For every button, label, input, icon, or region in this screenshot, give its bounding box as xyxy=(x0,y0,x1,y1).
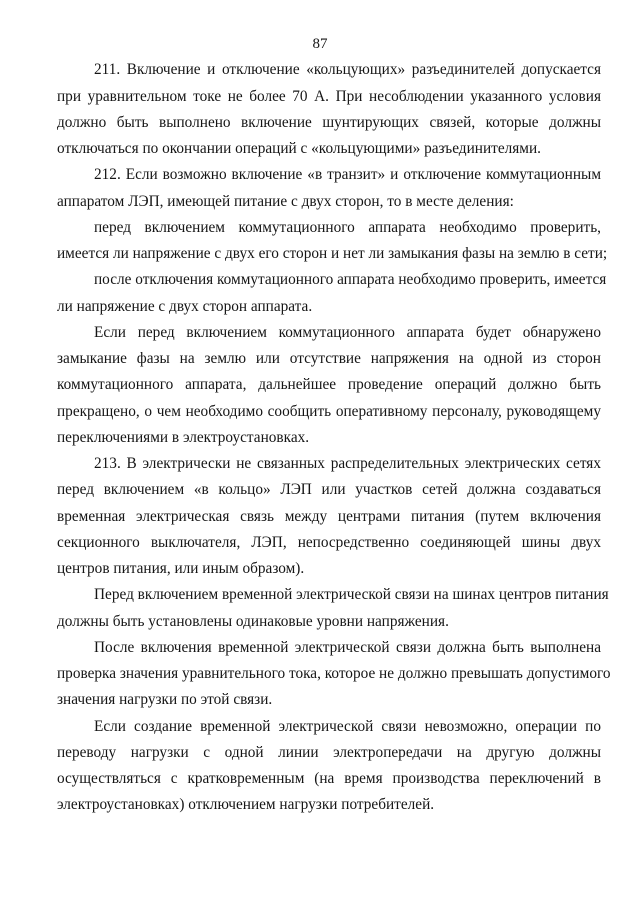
text-line: секционного выключателя, ЛЭП, непосредственно соединяющей шины двух xyxy=(57,534,601,551)
text-line: осуществляться с кратковременным (на время производства переключений в xyxy=(57,770,601,787)
text-line: значения нагрузки по этой связи. xyxy=(57,691,273,708)
text-line: отключаться по окончании операций с «кольцующими» разъединителями. xyxy=(57,140,541,157)
text-line: после отключения коммутационного аппарата необходимо проверить, имеется xyxy=(94,271,607,288)
text-line: 213. В электрически не связанных распределительных электрических сетях xyxy=(94,455,601,472)
text-line: Если перед включением коммутационного аппарата будет обнаружено xyxy=(94,324,601,341)
text-line: временная электрическая связь между центрами питания (путем включения xyxy=(57,508,601,525)
text-line: имеется ли напряжение с двух его сторон и нет ли замыкания фазы на землю в сети; xyxy=(57,245,608,262)
text-line: переключениями в электроустановках. xyxy=(57,429,310,446)
text-line: коммутационного аппарата, дальнейшее проведение операций должно быть xyxy=(57,376,601,393)
text-line: перед включением «в кольцо» ЛЭП или участков сетей должна создаваться xyxy=(57,481,601,498)
text-line: ли напряжение с двух сторон аппарата. xyxy=(57,298,313,315)
text-line: замыкание фазы на землю или отсутствие напряжения на одной из сторон xyxy=(57,350,601,367)
text-line: Перед включением временной электрической связи на шинах центров питания xyxy=(94,586,609,603)
text-line: переводу нагрузки с одной линии электропередачи на другую должны xyxy=(57,744,601,761)
text-line: 212. Если возможно включение «в транзит» и отключение коммутационным xyxy=(94,166,601,183)
text-line: После включения временной электрической связи должна быть выполнена xyxy=(94,639,601,656)
text-line: должно быть выполнено включение шунтирующих связей, которые должны xyxy=(57,114,601,131)
text-line: Если создание временной электрической связи невозможно, операции по xyxy=(94,718,601,735)
text-line: прекращено, о чем необходимо сообщить оперативному персоналу, руководящему xyxy=(57,403,601,420)
text-line: проверка значения уравнительного тока, которое не должно превышать допустимого xyxy=(57,665,611,682)
text-line: при уравнительном токе не более 70 А. При несоблюдении указанного условия xyxy=(57,88,601,105)
text-line: должны быть установлены одинаковые уровни напряжения. xyxy=(57,613,449,630)
text-line: электроустановках) отключением нагрузки потребителей. xyxy=(57,796,435,813)
text-line: центров питания, или иным образом). xyxy=(57,560,305,577)
text-line: 211. Включение и отключение «кольцующих» разъединителей допускается xyxy=(94,61,601,78)
text-line: перед включением коммутационного аппарата необходимо проверить, xyxy=(94,219,601,236)
text-line: аппаратом ЛЭП, имеющей питание с двух сторон, то в месте деления: xyxy=(57,193,514,210)
page-number: 87 xyxy=(312,36,328,52)
